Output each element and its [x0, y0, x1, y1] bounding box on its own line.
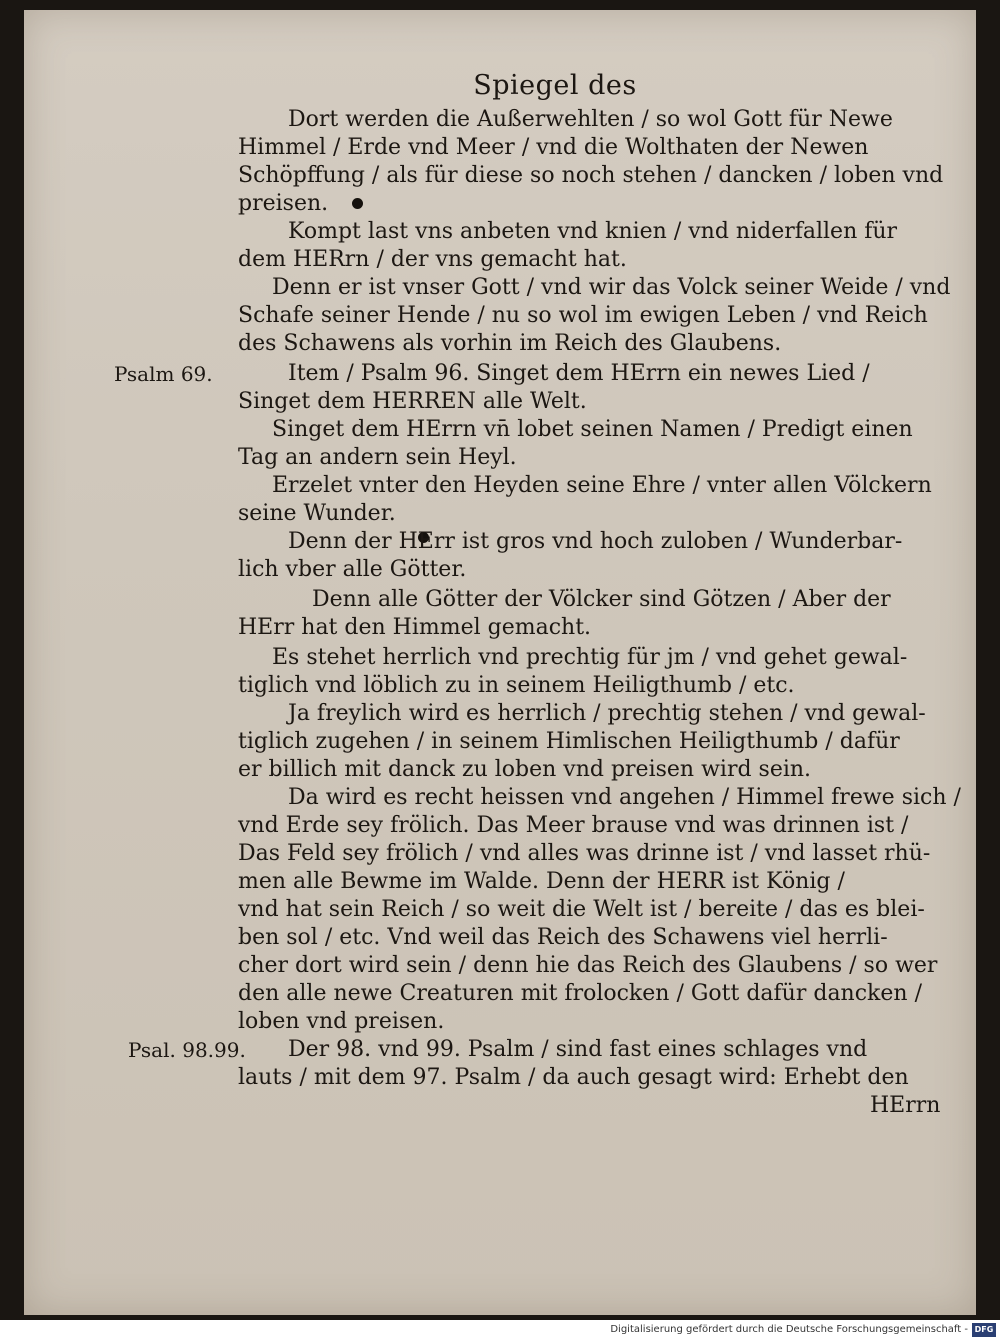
text-line: lich vber alle Götter.	[238, 557, 467, 582]
text-line: Kompt last vns anbeten vnd knien / vnd niderfallen für	[288, 219, 898, 244]
text-line: vnd hat sein Reich / so weit die Welt ist / bereite / das es blei-	[238, 897, 925, 922]
text-line: preisen.	[238, 191, 329, 216]
text-line: Dort werden die Außerwehlten / so wol Gott für Newe	[288, 107, 893, 132]
text-line: cher dort wird sein / denn hie das Reich des Glaubens / so wer	[238, 953, 938, 978]
book-page	[24, 10, 976, 1315]
text-line: HErr hat den Himmel gemacht.	[238, 615, 592, 640]
text-line: Ja freylich wird es herrlich / prechtig stehen / vnd gewal-	[288, 701, 926, 726]
text-line: men alle Bewme im Walde. Denn der HERR ist König /	[238, 869, 845, 894]
text-line: er billich mit danck zu loben vnd preisen wird sein.	[238, 757, 812, 782]
text-line: des Schawens als vorhin im Reich des Glaubens.	[238, 331, 782, 356]
text-line: Singet dem HERREN alle Welt.	[238, 389, 587, 414]
text-line: ben sol / etc. Vnd weil das Reich des Schawens viel herrli-	[238, 925, 888, 950]
text-line: Das Feld sey frölich / vnd alles was drinne ist / vnd lasset rhü-	[238, 841, 931, 866]
text-line: Schafe seiner Hende / nu so wol im ewigen Leben / vnd Reich	[238, 303, 928, 328]
running-title: Spiegel des	[473, 70, 637, 101]
text-line: vnd Erde sey frölich. Das Meer brause vnd was drinnen ist /	[238, 813, 909, 838]
text-line: Tag an andern sein Heyl.	[238, 445, 517, 470]
text-line: tiglich vnd löblich zu in seinem Heiligthumb / etc.	[238, 673, 795, 698]
margin-note: Psal. 98.99.	[128, 1038, 246, 1062]
text-line: Himmel / Erde vnd Meer / vnd die Wolthaten der Newen	[238, 135, 869, 160]
text-line: den alle newe Creaturen mit frolocken / Gott dafür dancken /	[238, 981, 922, 1006]
text-line: tiglich zugehen / in seinem Himlischen Heiligthumb / dafür	[238, 729, 900, 754]
text-line: Singet dem HErrn vn̄ lobet seinen Namen / Predigt einen	[272, 417, 913, 442]
text-line: Denn der HErr ist gros vnd hoch zuloben / Wunderbar-	[288, 529, 903, 554]
text-line: lauts / mit dem 97. Psalm / da auch gesagt wird: Erhebt den	[238, 1065, 909, 1090]
text-line: Da wird es recht heissen vnd angehen / Himmel frewe sich /	[288, 785, 961, 810]
text-line: Es stehet herrlich vnd prechtig für jm / vnd gehet gewal-	[272, 645, 908, 670]
digitization-credit: Digitalisierung gefördert durch die Deutsche Forschungsgemeinschaft -	[610, 1324, 968, 1335]
text-line: Erzelet vnter den Heyden seine Ehre / vnter allen Völckern	[272, 473, 932, 498]
text-line: Denn alle Götter der Völcker sind Götzen / Aber der	[312, 587, 891, 612]
text-line: Item / Psalm 96. Singet dem HErrn ein newes Lied /	[288, 361, 870, 386]
catchword: HErrn	[870, 1093, 941, 1118]
text-line: Der 98. vnd 99. Psalm / sind fast eines schlages vnd	[288, 1037, 868, 1062]
text-line: Denn er ist vnser Gott / vnd wir das Volck seiner Weide / vnd	[272, 275, 951, 300]
text-line: loben vnd preisen.	[238, 1009, 445, 1034]
text-line: Schöpffung / als für diese so noch stehen / dancken / loben vnd	[238, 163, 944, 188]
ink-dot	[352, 198, 363, 209]
dfg-logo: DFG	[972, 1323, 996, 1337]
text-line: dem HERrn / der vns gemacht hat.	[238, 247, 627, 272]
margin-note: Psalm 69.	[114, 362, 213, 386]
text-line: seine Wunder.	[238, 501, 396, 526]
